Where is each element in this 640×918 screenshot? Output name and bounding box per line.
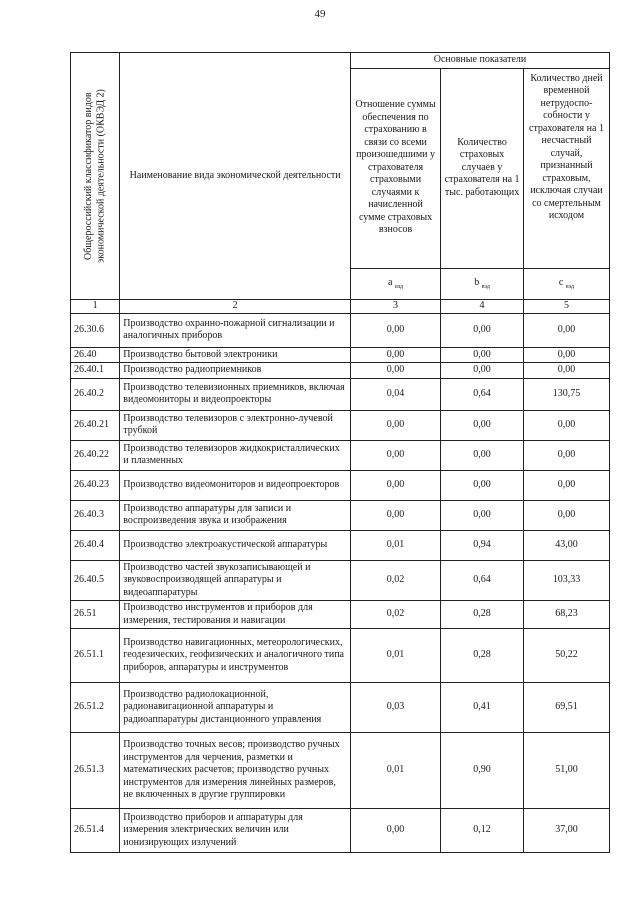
letter-b: b	[474, 276, 480, 288]
letter-c: c	[558, 276, 564, 288]
okved-code: 26.51.1	[71, 629, 120, 683]
table-row	[71, 470, 610, 500]
table-row	[71, 363, 610, 379]
column-number: 1	[71, 300, 120, 314]
column-number: 3	[350, 300, 440, 314]
okved-code: 26.40.4	[71, 530, 120, 560]
insurance-indicators-table	[70, 52, 610, 853]
value-a: 0,00	[350, 410, 440, 440]
page-number: 49	[314, 8, 326, 20]
letter-a: a	[388, 276, 393, 288]
value-c: 51,00	[523, 733, 609, 809]
value-a: 0,02	[350, 560, 440, 601]
activity-name: Производство радиоприемников	[120, 363, 351, 379]
value-b: 0,41	[441, 683, 524, 733]
column-number: 2	[120, 300, 351, 314]
value-a: 0,01	[350, 629, 440, 683]
okved-code: 26.51.2	[71, 683, 120, 733]
table-row	[71, 500, 610, 530]
value-c: 0,00	[523, 470, 609, 500]
okved-code: 26.40	[71, 347, 120, 363]
value-b: 0,28	[441, 629, 524, 683]
table-row	[71, 733, 610, 809]
activity-name: Производство навигационных, метеорологических, геодезических, геофизических и аналогичного типа приборов, аппаратуры и инструментов	[120, 629, 351, 683]
okved-code: 26.30.6	[71, 313, 120, 347]
value-c: 43,00	[523, 530, 609, 560]
value-a: 0,00	[350, 809, 440, 853]
header-okved-code	[71, 53, 120, 300]
value-b: 0,00	[441, 500, 524, 530]
activity-name: Производство приборов и аппаратуры для измерения электрических величин или ионизирующих излучений	[120, 809, 351, 853]
value-c: 0,00	[523, 313, 609, 347]
value-b: 0,64	[441, 560, 524, 601]
value-a: 0,00	[350, 363, 440, 379]
table-row	[71, 378, 610, 410]
header-col-c: Количество дней временной нетрудоспо- собности у страхователя на 1 несчастный случай, признанный страховым, исключая случаи со смертельным исходом	[523, 68, 609, 268]
okved-code: 26.51.4	[71, 809, 120, 853]
letter-c-sub: вэд	[565, 283, 575, 290]
header-col-a: Отношение суммы обеспечения по страхованию в связи со всеми произошедшими у страхователя страховыми случаями к начисленной сумме страховых взносов	[350, 68, 440, 268]
value-a: 0,00	[350, 470, 440, 500]
table-row	[71, 313, 610, 347]
value-a: 0,00	[350, 500, 440, 530]
value-c: 0,00	[523, 440, 609, 470]
value-a: 0,01	[350, 530, 440, 560]
value-a: 0,03	[350, 683, 440, 733]
table-row	[71, 347, 610, 363]
table-row	[71, 683, 610, 733]
value-b: 0,00	[441, 313, 524, 347]
okved-code: 26.40.2	[71, 378, 120, 410]
table-row	[71, 530, 610, 560]
activity-name: Производство телевизоров жидкокристаллических и плазменных	[120, 440, 351, 470]
value-a: 0,00	[350, 347, 440, 363]
activity-name: Производство электроакустической аппаратуры	[120, 530, 351, 560]
value-a: 0,00	[350, 440, 440, 470]
activity-name: Производство бытовой электроники	[120, 347, 351, 363]
okved-code: 26.51	[71, 601, 120, 629]
column-number: 5	[523, 300, 609, 314]
activity-name: Производство телевизионных приемников, включая видеомониторы и видеопроекторы	[120, 378, 351, 410]
activity-name: Производство телевизоров с электронно-лучевой трубкой	[120, 410, 351, 440]
activity-name: Производство охранно-пожарной сигнализации и аналогичных приборов	[120, 313, 351, 347]
value-a: 0,00	[350, 313, 440, 347]
okved-code: 26.40.22	[71, 440, 120, 470]
activity-name: Производство радиолокационной, радионавигационной аппаратуры и радиоаппаратуры дистанционного управления	[120, 683, 351, 733]
column-number: 4	[441, 300, 524, 314]
header-col-b: Количество страховых случаев у страхователя на 1 тыс. работающих	[441, 68, 524, 268]
header-activity-name: Наименование вида экономической деятельности	[120, 53, 351, 300]
value-a: 0,02	[350, 601, 440, 629]
value-b: 0,00	[441, 410, 524, 440]
okved-code: 26.40.3	[71, 500, 120, 530]
value-b: 0,12	[441, 809, 524, 853]
okved-code: 26.40.1	[71, 363, 120, 379]
value-c: 103,33	[523, 560, 609, 601]
value-c: 0,00	[523, 347, 609, 363]
header-letter-b	[441, 268, 524, 299]
activity-name: Производство точных весов; производство ручных инструментов для черчения, разметки и математических расчетов; производство ручных инструментов для измерения линейных размеров, не включенных в другие группировки	[120, 733, 351, 809]
table-row	[71, 440, 610, 470]
value-a: 0,01	[350, 733, 440, 809]
okved-code: 26.40.23	[71, 470, 120, 500]
activity-name: Производство видеомониторов и видеопроекторов	[120, 470, 351, 500]
value-c: 69,51	[523, 683, 609, 733]
value-b: 0,00	[441, 440, 524, 470]
value-a: 0,04	[350, 378, 440, 410]
activity-name: Производство инструментов и приборов для измерения, тестирования и навигации	[120, 601, 351, 629]
value-b: 0,64	[441, 378, 524, 410]
table-row	[71, 410, 610, 440]
value-c: 0,00	[523, 500, 609, 530]
okved-code: 26.40.5	[71, 560, 120, 601]
header-okved-code-text: Общероссийский классификатор видов экономической деятельности (ОКВЭД 2)	[82, 89, 107, 263]
value-b: 0,00	[441, 347, 524, 363]
value-c: 0,00	[523, 410, 609, 440]
letter-a-sub: вэд	[394, 283, 404, 290]
value-c: 68,23	[523, 601, 609, 629]
value-b: 0,90	[441, 733, 524, 809]
table-row	[71, 560, 610, 601]
value-b: 0,00	[441, 363, 524, 379]
table-row	[71, 629, 610, 683]
value-c: 0,00	[523, 363, 609, 379]
value-c: 130,75	[523, 378, 609, 410]
okved-code: 26.51.3	[71, 733, 120, 809]
table-row	[71, 809, 610, 853]
letter-b-sub: вэд	[481, 283, 490, 290]
value-b: 0,94	[441, 530, 524, 560]
header-main-indicators: Основные показатели	[350, 53, 609, 69]
value-b: 0,28	[441, 601, 524, 629]
value-c: 37,00	[523, 809, 609, 853]
table-row	[71, 601, 610, 629]
header-letter-c	[523, 268, 609, 299]
activity-name: Производство частей звукозаписывающей и звуковоспроизводящей аппаратуры и видеоаппаратуры	[120, 560, 351, 601]
okved-code: 26.40.21	[71, 410, 120, 440]
value-c: 50,22	[523, 629, 609, 683]
activity-name: Производство аппаратуры для записи и воспроизведения звука и изображения	[120, 500, 351, 530]
header-letter-a	[350, 268, 440, 299]
value-b: 0,00	[441, 470, 524, 500]
